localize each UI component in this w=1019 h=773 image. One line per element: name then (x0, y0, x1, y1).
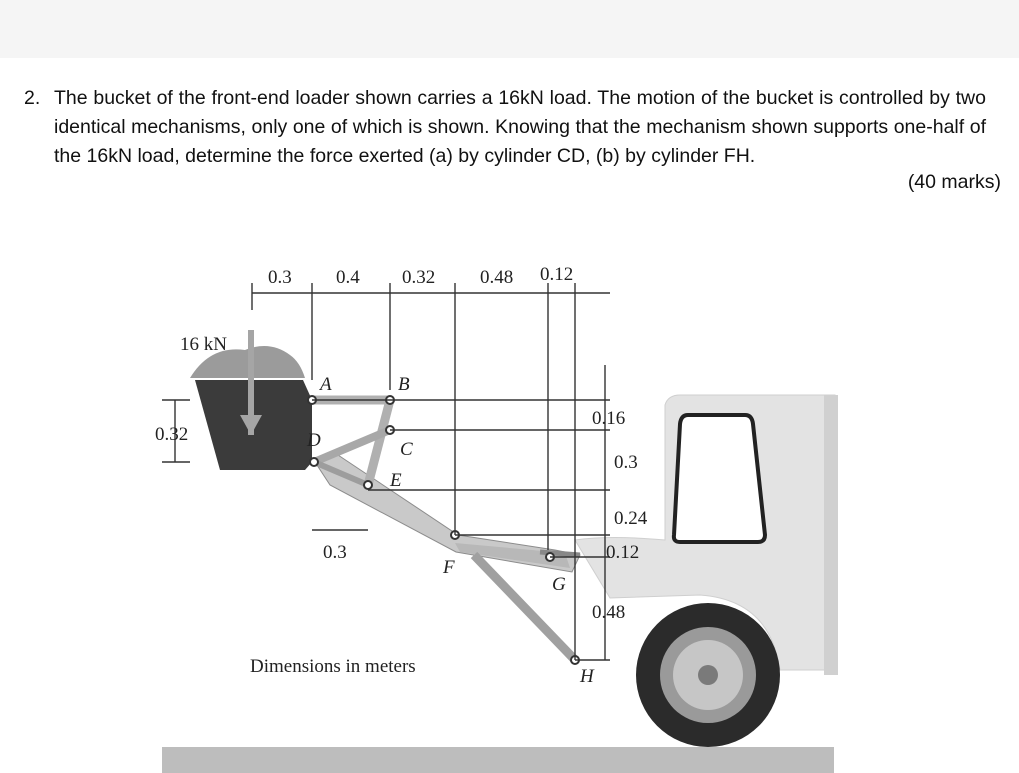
dimension-lines (162, 283, 610, 660)
cylinder-FH (474, 555, 575, 660)
marks-label: (40 marks) (907, 171, 1001, 193)
dim-h-5: 0.12 (540, 264, 574, 285)
point-F: F (443, 557, 455, 578)
question-text: The bucket of the front-end loader shown carries a 16kN load. The motion of the bucket is controlled by two identical mechanisms, only one of which is shown. Knowing that the mechanism shown supports one-half of the 16kN load, determine the force exerted (a) by cylinder CD, (b) by cylinder FH. (54, 87, 986, 167)
cab-window (674, 415, 765, 542)
point-G: G (552, 574, 566, 595)
dim-v-2: 0.3 (614, 452, 638, 473)
dim-lower: 0.3 (323, 542, 347, 563)
load-label: 16 kN (180, 334, 227, 355)
ground (162, 747, 834, 773)
point-C: C (400, 439, 413, 460)
point-A: A (320, 374, 332, 395)
dim-v-1: 0.16 (592, 408, 626, 429)
dim-v-5: 0.48 (592, 602, 626, 623)
dim-v-3: 0.24 (614, 508, 648, 529)
dim-h-3: 0.32 (402, 267, 436, 288)
wheel (636, 603, 780, 747)
cab-rear (824, 395, 838, 675)
question-number: 2. (24, 87, 41, 109)
dim-bucket-height: 0.32 (155, 424, 189, 445)
point-E: E (390, 470, 402, 491)
figure-caption: Dimensions in meters (250, 656, 416, 677)
dim-v-4: 0.12 (606, 542, 640, 563)
dim-h-4: 0.48 (480, 267, 514, 288)
top-bar (0, 0, 1019, 58)
loader-figure (140, 250, 860, 773)
point-D: D (307, 430, 321, 451)
dim-h-1: 0.3 (268, 267, 292, 288)
point-H: H (580, 666, 594, 687)
point-B: B (398, 374, 410, 395)
link-BE (368, 400, 390, 485)
dim-h-2: 0.4 (336, 267, 360, 288)
question-block (24, 84, 986, 171)
